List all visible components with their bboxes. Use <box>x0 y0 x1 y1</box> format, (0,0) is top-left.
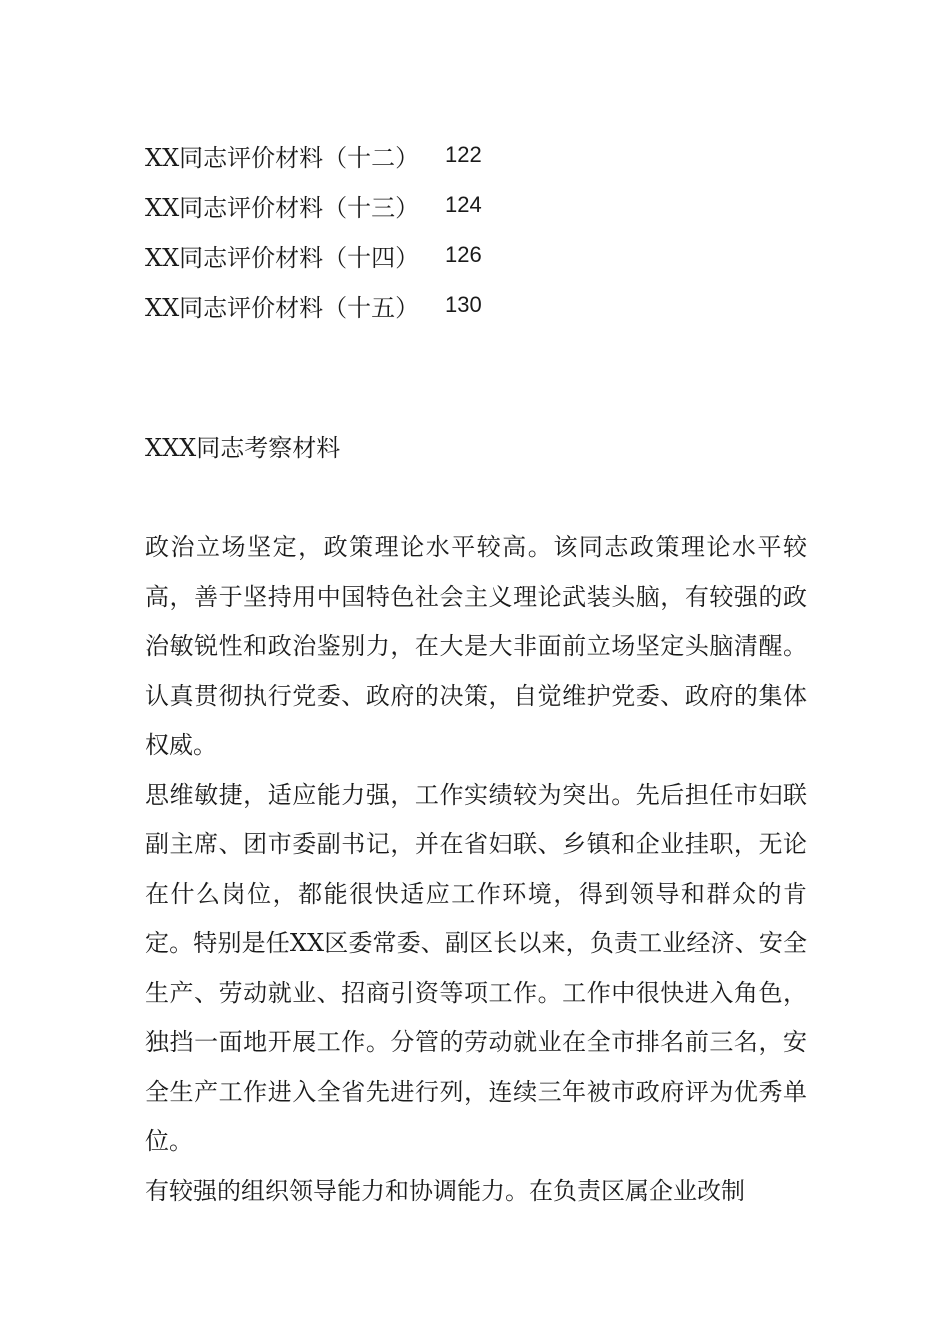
toc-entry-page: 122 <box>445 142 482 167</box>
toc-entry-label: XX同志评价材料（十五） <box>145 293 420 322</box>
table-of-contents <box>145 130 665 330</box>
toc-entry-page: 130 <box>445 292 482 317</box>
body-paragraph: 思维敏捷，适应能力强，工作实绩较为突出。先后担任市妇联副主席、团市委副书记，并在省妇联、乡镇和企业挂职，无论在什么岗位，都能很快适应工作环境，得到领导和群众的肯定。特别是任XX区委常委、副区长以来，负责工业经济、安全生产、劳动就业、招商引资等项工作。工作中很快进入角色，独挡一面地开展工作。分管的劳动就业在全市排名前三名，安全生产工作进入全省先进行列，连续三年被市政府评为优秀单位。 <box>145 780 807 1155</box>
document-title: XXX同志考察材料 <box>145 434 341 462</box>
toc-entry-page: 126 <box>445 242 482 267</box>
toc-entry-label: XX同志评价材料（十二） <box>145 143 420 172</box>
toc-entry[interactable] <box>145 180 665 230</box>
toc-entry[interactable] <box>145 280 665 330</box>
toc-entry[interactable] <box>145 230 665 280</box>
toc-entry[interactable] <box>145 130 665 180</box>
body-paragraph: 有较强的组织领导能力和协调能力。在负责区属企业改制 <box>145 1176 745 1205</box>
toc-entry-label: XX同志评价材料（十三） <box>145 193 420 222</box>
body-paragraph: 政治立场坚定，政策理论水平较高。该同志政策理论水平较高，善于坚持用中国特色社会主义理论武装头脑，有较强的政治敏锐性和政治鉴别力，在大是大非面前立场坚定头脑清醒。认真贯彻执行党委、政府的决策，自觉维护党委、政府的集体权威。 <box>145 533 807 759</box>
toc-entry-page: 124 <box>445 192 482 217</box>
document-body <box>145 523 807 1216</box>
toc-entry-label: XX同志评价材料（十四） <box>145 243 420 272</box>
